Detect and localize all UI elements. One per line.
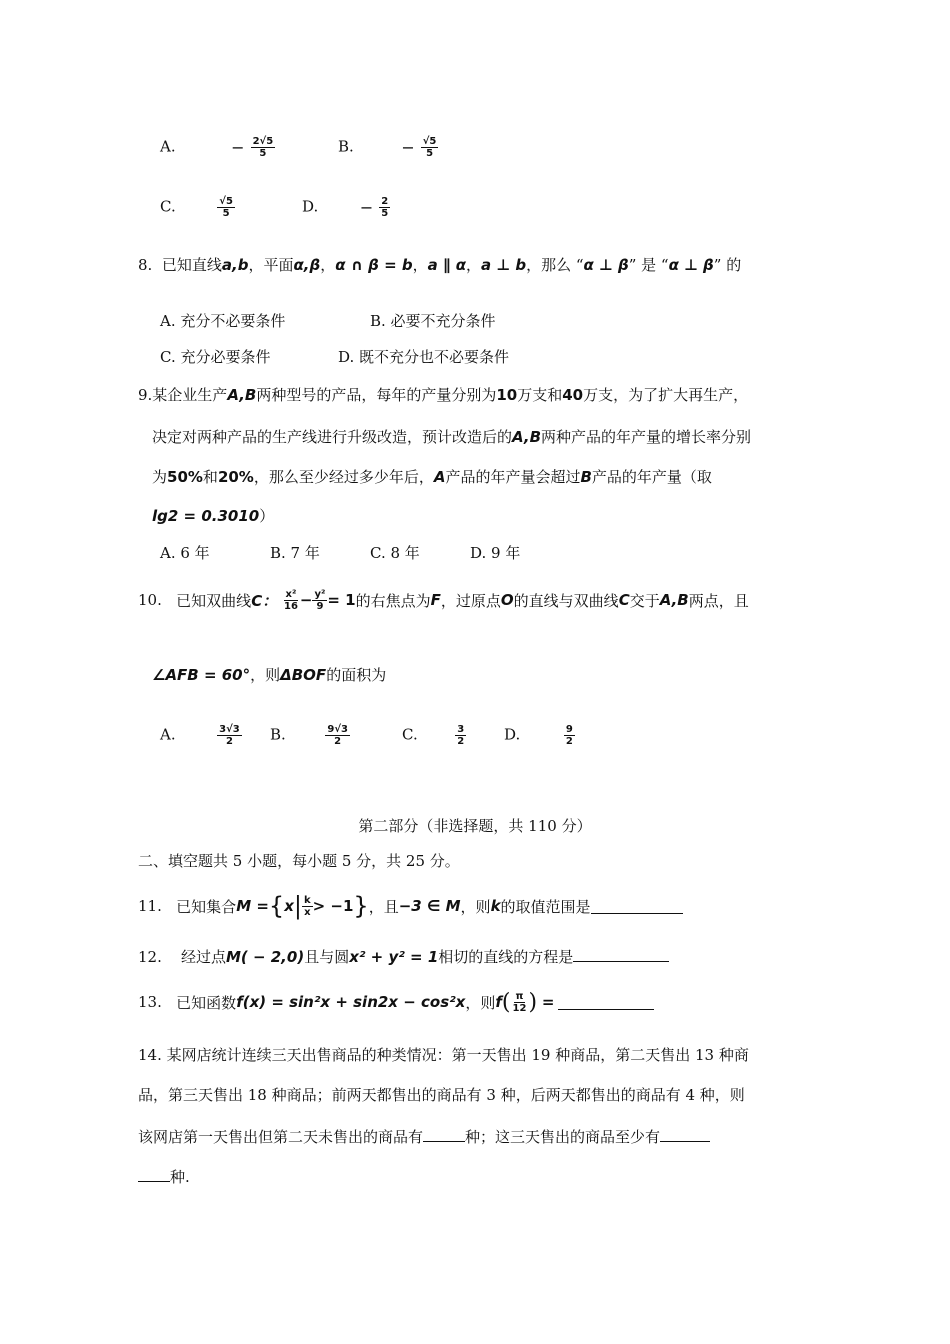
text: ” 是 “ [628,256,669,274]
text: 已知双曲线 [176,591,252,610]
text: ，则 [250,666,281,684]
option-label: A. [160,725,176,744]
numerator: x² [285,588,297,600]
fraction [217,724,242,747]
q8-option-d: D. 既不充分也不必要条件 [338,348,510,366]
math: α ⊥ β [583,256,629,274]
option-label: B. [338,137,354,156]
q10-stem [138,582,749,618]
minus-sign: − [231,138,245,157]
text: 两种型号的产品，每年的产量分别为 [256,386,497,404]
text: 种. [170,1168,190,1186]
math: M( − 2,0) [225,948,305,966]
answer-blank[interactable] [423,1127,465,1142]
q13-stem [138,986,654,1018]
text: ” 的 [713,256,742,274]
text: 产品的年产量（取 [591,468,712,486]
math: α,β [293,256,321,274]
q8-option-b: B. 必要不充分条件 [370,312,496,330]
text: ， [412,256,428,274]
math: x² + y² = 1 [349,948,439,966]
numerator: π [515,990,524,1002]
text: 已知集合 [176,897,237,916]
q9-line-1 [138,384,748,405]
text: 为 [152,468,168,486]
text: 种；这三天售出的商品至少有 [465,1128,661,1146]
numerator: 2 [381,196,389,207]
math: A,B [659,591,689,609]
math: α ∩ β = b [335,256,413,274]
text: 相切的直线的方程是 [438,948,574,966]
fraction [282,589,300,612]
fraction [302,895,313,918]
q9-option-c: C. 8 年 [370,544,420,562]
q14-line-4 [138,1166,190,1187]
q7-option-a [160,136,275,159]
text: ，平面 [248,256,294,274]
option-label: B. [270,725,286,744]
numerator: 9 [565,724,573,735]
answer-blank[interactable] [573,947,669,962]
math: f(x) = sin²x + sin2x − cos²x [236,993,466,1011]
text: 万支和 [517,386,563,404]
text: 经过点 [180,948,226,966]
q7-option-b [338,136,438,159]
fraction [251,136,276,159]
text: ， [466,256,482,274]
text: 决定对两种产品的生产线进行升级改造，预计改造后的 [152,428,513,446]
fraction [325,724,350,747]
text: 产品的年产量会超过 [445,468,581,486]
math: A,B [512,428,542,446]
minus-sign: − [401,138,415,157]
denominator: 5 [381,208,389,219]
q10-option-a [160,724,242,747]
math: = [541,993,555,1011]
vertical-bar: | [293,892,302,920]
math: 10 [496,386,518,404]
text: ， [320,256,336,274]
text: 的右焦点为 [355,591,431,610]
q9-option-d: D. 9 年 [470,544,521,562]
answer-blank-continuation[interactable] [138,1167,170,1182]
q12-stem [138,946,669,967]
text: 万支，为了扩大再生产， [583,386,749,404]
math: O [500,591,514,609]
math: 40 [562,386,584,404]
fraction [421,136,439,159]
fraction [217,196,235,219]
q10-option-d [504,724,575,747]
q10-line-2 [152,664,386,685]
text: 两点，且 [688,591,749,610]
text: 该网店第一天售出但第二天未售出的商品有 [138,1128,424,1146]
text: 的直线与双曲线 [513,591,619,610]
math: A,B [227,386,257,404]
denominator: 2 [225,736,233,747]
denominator: x [304,906,311,918]
math: A [433,468,446,486]
minus-sign: − [299,591,313,609]
fraction [455,724,466,747]
q10-option-b [270,724,350,747]
text: 和 [202,468,218,486]
left-paren: ( [501,989,511,1015]
math: > −1 [312,897,354,915]
text: ） [259,507,275,525]
denominator: 2 [334,736,342,747]
text: 的面积为 [326,666,387,684]
numerator: √5 [219,196,233,207]
text: ，那么 “ [526,256,584,274]
q8-option-a: A. 充分不必要条件 [160,312,286,330]
q9-line-2 [152,426,751,447]
q14-line-2: 品，第三天售出 18 种商品；前两天都售出的商品有 3 种，后两天都售出的商品有 4 种，则 [138,1086,745,1104]
question-number: 10. [138,591,162,609]
math: 20% [217,468,254,486]
math: ΔBOF [280,666,327,684]
q11-stem [138,890,683,922]
text: ，过原点 [440,591,501,610]
q8-stem [138,254,741,275]
q7-option-c [160,196,235,219]
text: ，则 [465,993,496,1012]
math: f [495,993,502,1011]
numerator: 9√3 [327,724,348,735]
text: 两种产品的年产量的增长率分别 [541,428,752,446]
text: ，那么至少经过多少年后， [253,468,434,486]
text: 且与圆 [304,948,350,966]
fraction [312,589,327,612]
numerator: 3 [457,724,465,735]
q14-line-1: 14. 某网店统计连续三天出售商品的种类情况：第一天售出 19 种商品，第二天售出 13 种商 [138,1046,749,1064]
option-label: D. [302,197,319,216]
question-number: 11. [138,897,162,915]
question-number: 13. [138,993,162,1011]
denominator: 16 [283,600,298,612]
text: 已知函数 [176,993,237,1012]
q7-option-d [302,196,390,219]
answer-blank[interactable] [558,995,654,1010]
denominator: 2 [565,736,573,747]
text: ，且 [368,897,399,916]
math: B [580,468,592,486]
denominator: 12 [512,1002,527,1014]
fraction [379,196,390,219]
math: lg2 = 0.3010 [152,507,260,525]
answer-blank[interactable] [660,1127,710,1142]
answer-blank[interactable] [591,899,683,914]
math: ∠AFB = 60° [152,666,251,684]
math: C： [251,591,278,610]
math: x [284,897,294,915]
math: −3 ∈ M [398,897,461,915]
math: a,b [221,256,249,274]
question-number: 12. [138,948,162,966]
section-heading: 二、填空题共 5 小题，每小题 5 分，共 25 分。 [138,852,460,870]
text: 交于 [629,591,660,610]
math: F [430,591,441,609]
denominator: 5 [426,148,434,159]
numerator: 3√3 [219,724,240,735]
math: α ⊥ β [668,256,714,274]
math: 50% [167,468,203,486]
math: = 1 [327,591,356,609]
question-number: 8. [138,256,153,274]
numerator: √5 [422,136,437,147]
right-paren: ) [528,989,538,1015]
q8-option-c: C. 充分必要条件 [160,348,271,366]
numerator: 2√5 [252,136,274,147]
option-label: D. [504,725,521,744]
text: ，则 [460,897,491,916]
q9-line-4 [152,505,274,526]
q10-option-c [402,724,466,747]
math: a ∥ α [427,256,467,274]
minus-sign: − [359,198,374,217]
q14-line-3 [138,1126,710,1147]
denominator: 5 [259,148,267,159]
denominator: 9 [316,600,324,612]
text: 9.某企业生产 [138,386,228,404]
part2-title: 第二部分（非选择题，共 110 分） [358,817,592,835]
fraction [564,724,575,747]
denominator: 2 [457,736,465,747]
math: C [618,591,630,609]
numerator: y² [314,588,326,600]
q9-option-a: A. 6 年 [160,544,210,562]
q9-line-3 [152,466,712,487]
math: k [490,897,501,915]
right-brace: } [353,892,369,920]
math: a ⊥ b [481,256,527,274]
left-brace: { [268,892,285,920]
text: 已知直线 [161,256,222,274]
option-label: A. [160,137,176,156]
numerator: k [303,894,311,906]
option-label: C. [160,197,176,216]
denominator: 5 [222,208,230,219]
fraction [511,991,529,1014]
q9-option-b: B. 7 年 [270,544,320,562]
option-label: C. [402,725,418,744]
math: M = [236,897,269,915]
text: 的取值范围是 [500,897,591,916]
